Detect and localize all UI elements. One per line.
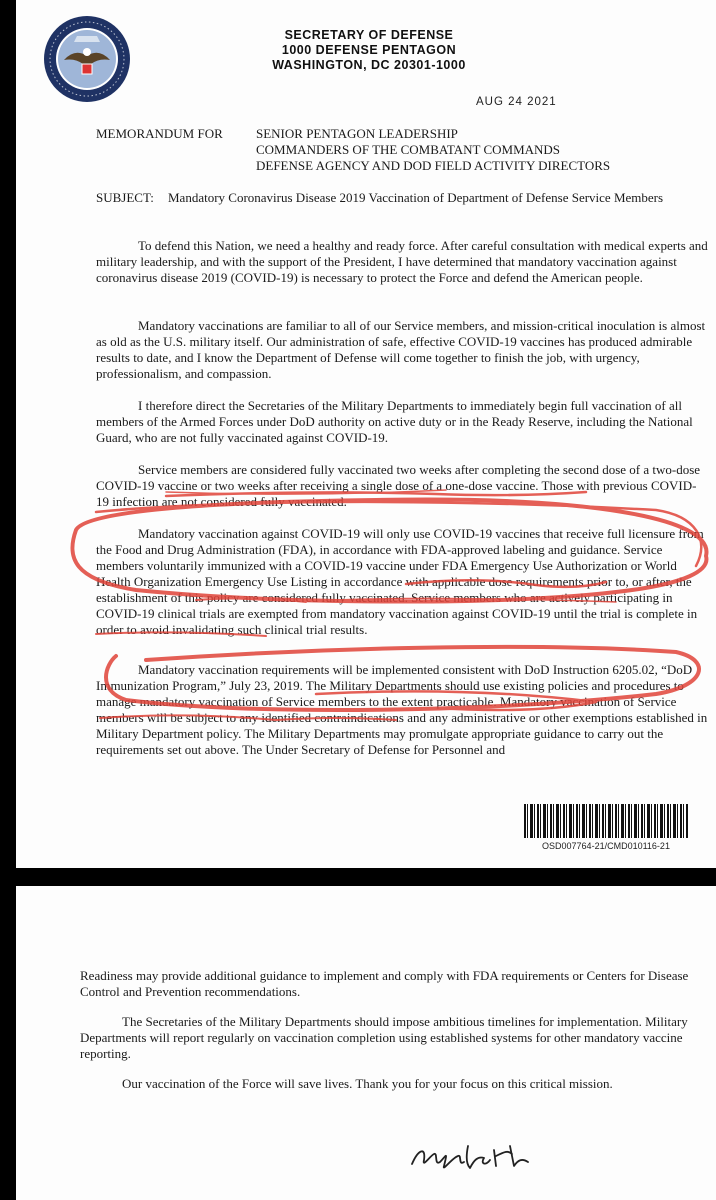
subject-line bbox=[96, 190, 708, 206]
body-paragraph: Our vaccination of the Force will save lives. Thank you for your focus on this critical mission. bbox=[122, 1076, 613, 1091]
signature bbox=[404, 1136, 544, 1176]
body-paragraph: Mandatory vaccinations are familiar to all of our Service members, and mission-critical inoculation is almost as old as the U.S. military itself. Our administration of safe, effective COVID-19 vaccines has produced admirable results to date, and I know the Department of Defense will come together to finish the job, with urgency, professionalism, and compassion. bbox=[96, 318, 706, 381]
subject-label: SUBJECT: bbox=[96, 190, 154, 205]
dod-seal-icon bbox=[42, 14, 132, 104]
memo-recipient: DEFENSE AGENCY AND DOD FIELD ACTIVITY DIRECTORS bbox=[256, 158, 611, 173]
body-paragraph: Readiness may provide additional guidance to implement and comply with FDA requirements or Centers for Disease Control and Prevention recommendations. bbox=[80, 968, 689, 999]
body-paragraph: Mandatory vaccination requirements will be implemented consistent with DoD Instruction 6205.02, “DoD Immunization Program,” July 23, 2019. The Military Departments should use existing policies and procedures to manage mandatory vaccination of Service members to the extent practicable. Mandatory vaccination of Service members will be subject to any identified contraindications and any administrative or other exemptions established in Military Department policy. The Military Departments may promulgate appropriate guidance to carry out the requirements set out above. The Under Secretary of Defense for Personnel and bbox=[96, 662, 708, 757]
memo-header bbox=[96, 126, 708, 174]
document-barcode bbox=[516, 804, 696, 856]
date-stamp: AUG 24 2021 bbox=[476, 96, 557, 108]
memo-recipient: SENIOR PENTAGON LEADERSHIP bbox=[256, 126, 458, 141]
body-paragraph: I therefore direct the Secretaries of the Military Departments to immediately begin full vaccination of all members of the Armed Forces under DoD authority on active duty or in the Ready Reserve, including the National Guard, who are not fully vaccinated against COVID-19. bbox=[96, 398, 693, 445]
barcode-number: OSD007764-21/CMD010116-21 bbox=[542, 841, 670, 851]
memo-page-2 bbox=[16, 886, 716, 1200]
body-paragraph: Mandatory vaccination against COVID-19 will only use COVID-19 vaccines that receive full licensure from the Food and Drug Administration (FDA), in accordance with FDA-approved labeling and guidance. Service members voluntarily immunized with a COVID-19 vaccine under FDA Emergency Use Authorization or World Health Organization Emergency Use Listing in accordance with applicable dose requirements prior to, or after, the establishment of this policy are considered fully vaccinated. Service members who are actively participating in COVID-19 clinical trials are exempted from mandatory vaccination against COVID-19 until the trial is complete in order to avoid invalidating such clinical trial results. bbox=[96, 526, 704, 637]
subject-text: Mandatory Coronavirus Disease 2019 Vaccination of Department of Defense Service Members bbox=[168, 190, 664, 205]
letterhead-address-line2: WASHINGTON, DC 20301-1000 bbox=[272, 58, 466, 72]
body-paragraph: The Secretaries of the Military Departments should impose ambitious timelines for implementation. Military Departments will report regularly on vaccination completion using established systems for other mandatory vaccine reporting. bbox=[80, 1014, 688, 1061]
barcode-bars bbox=[524, 804, 688, 838]
memo-recipient: COMMANDERS OF THE COMBATANT COMMANDS bbox=[256, 142, 561, 157]
memo-page-1 bbox=[16, 0, 716, 868]
memo-label: MEMORANDUM FOR bbox=[96, 126, 223, 141]
letterhead-title: SECRETARY OF DEFENSE bbox=[284, 28, 454, 42]
body-paragraph: Service members are considered fully vaccinated two weeks after completing the second dose of a two-dose COVID-19 vaccine or two weeks after receiving a single dose of a one-dose vaccine. Those with previous COVID-19 infection are not considered fully vaccinated. bbox=[96, 462, 701, 509]
letterhead-address-line1: 1000 DEFENSE PENTAGON bbox=[281, 43, 457, 57]
letterhead bbox=[224, 28, 514, 73]
body-paragraph: To defend this Nation, we need a healthy and ready force. After careful consultation with medical experts and military leadership, and with the support of the President, I have determined that mandatory vaccination against coronavirus disease 2019 (COVID-19) is necessary to protect the Force and defend the American people. bbox=[96, 238, 708, 285]
